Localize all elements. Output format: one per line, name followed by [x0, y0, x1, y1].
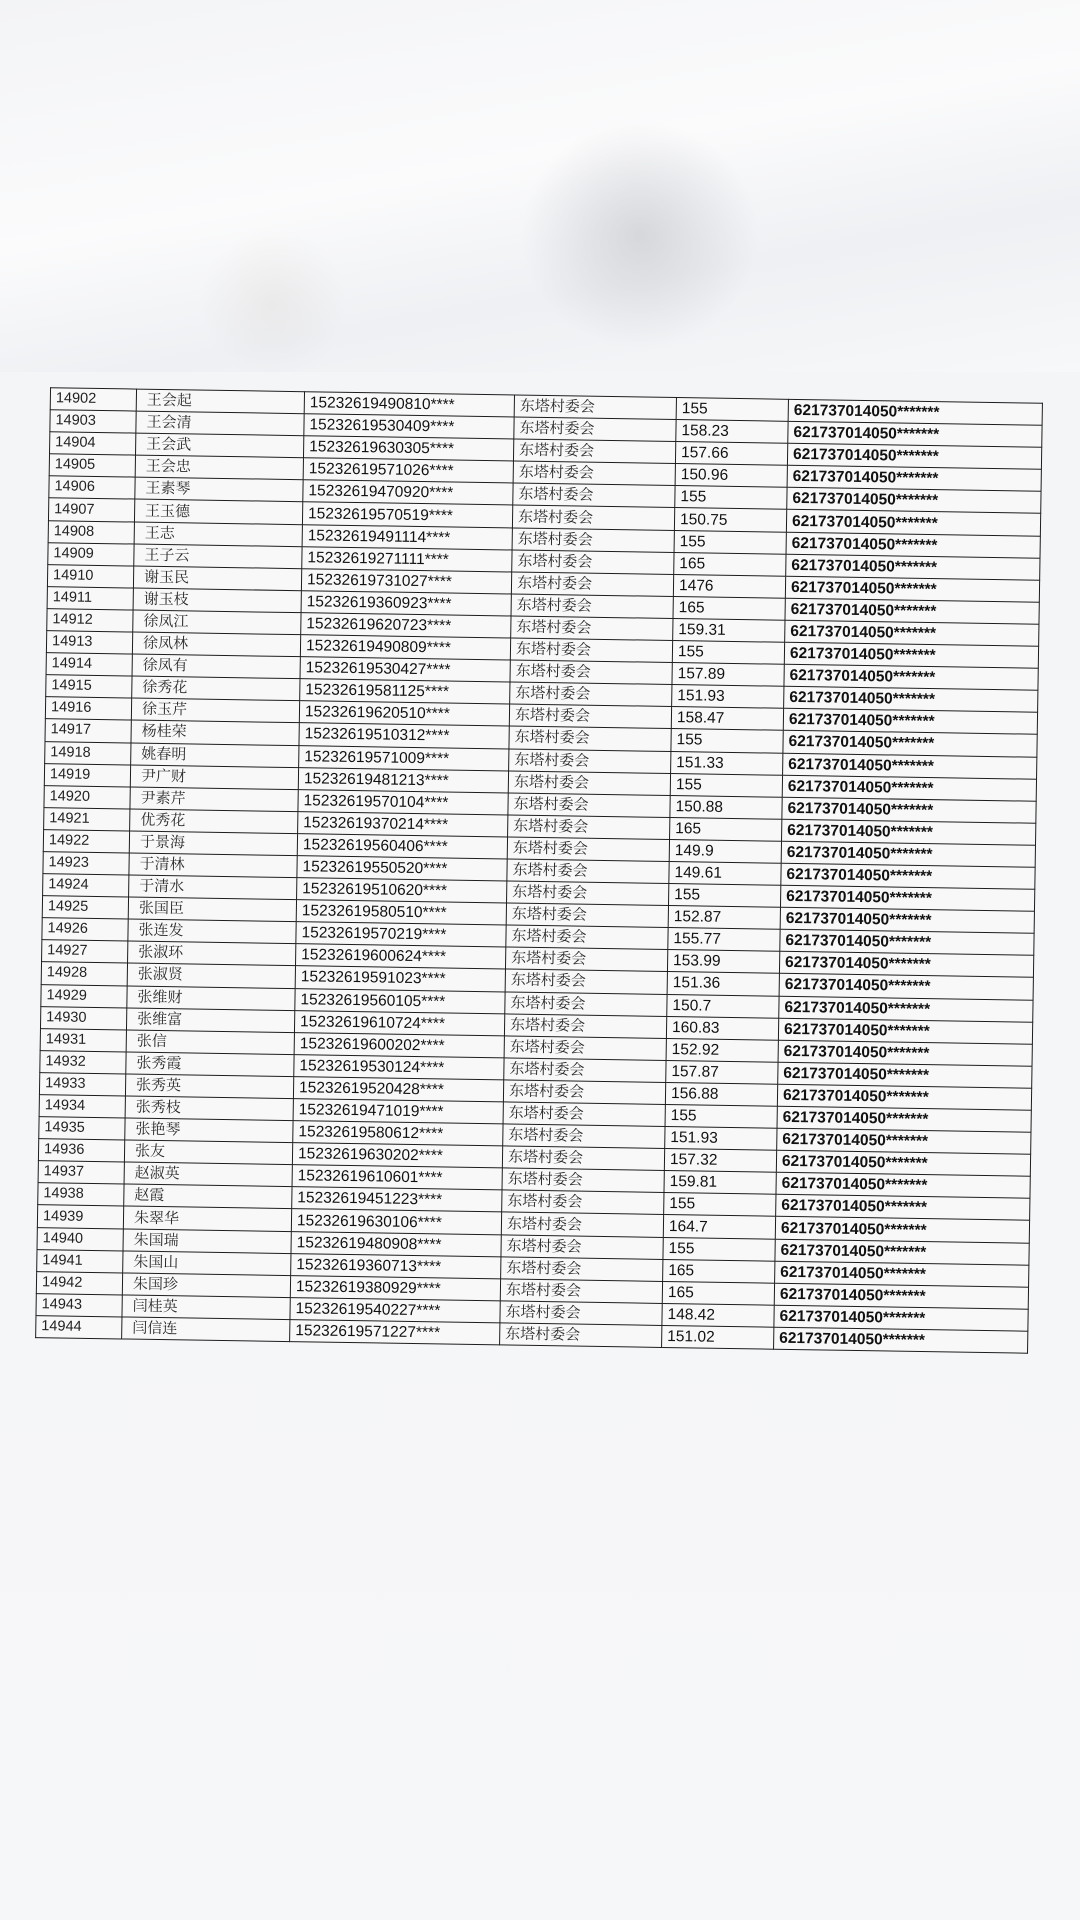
amount-cell: 152.87 — [668, 906, 780, 930]
id-number-cell: 15232619610601**** — [292, 1165, 502, 1190]
id-number-cell: 15232619630202**** — [292, 1143, 502, 1168]
row-number-cell: 14940 — [37, 1227, 123, 1250]
id-number-cell: 15232619530124**** — [294, 1054, 504, 1079]
village-name-cell: 东塔村委会 — [504, 1036, 666, 1061]
id-number-cell: 15232619560105**** — [295, 988, 505, 1013]
village-name-cell: 东塔村委会 — [509, 726, 671, 751]
village-name-cell: 东塔村委会 — [504, 1058, 666, 1083]
amount-cell: 155 — [664, 1193, 776, 1217]
village-name-cell: 东塔村委会 — [505, 947, 667, 972]
id-number-cell: 15232619571227**** — [290, 1320, 500, 1345]
account-number-cell: 621737014050******* — [782, 819, 1036, 845]
row-number-cell: 14903 — [50, 410, 136, 433]
account-number-cell: 621737014050******* — [774, 1283, 1028, 1309]
id-number-cell: 15232619620510**** — [299, 701, 509, 726]
amount-cell: 150.88 — [670, 795, 782, 819]
person-name-cell: 张连发 — [128, 919, 296, 944]
village-name-cell: 东塔村委会 — [505, 969, 667, 994]
amount-cell: 148.42 — [662, 1303, 774, 1327]
amount-cell: 158.23 — [676, 420, 788, 444]
amount-cell: 155 — [665, 1104, 777, 1128]
person-name-cell: 王会清 — [136, 411, 304, 436]
account-number-cell: 621737014050******* — [778, 1018, 1032, 1044]
account-number-cell: 621737014050******* — [778, 1040, 1032, 1066]
account-number-cell: 621737014050******* — [785, 576, 1039, 602]
village-name-cell: 东塔村委会 — [507, 859, 669, 884]
village-name-cell: 东塔村委会 — [510, 638, 672, 663]
person-name-cell: 姚春明 — [131, 743, 299, 768]
village-name-cell: 东塔村委会 — [513, 461, 675, 486]
person-name-cell: 尹素芹 — [130, 787, 298, 812]
amount-cell: 157.32 — [664, 1149, 776, 1173]
row-number-cell: 14931 — [40, 1028, 126, 1051]
amount-cell: 150.7 — [667, 994, 779, 1018]
row-number-cell: 14920 — [44, 785, 130, 808]
account-number-cell: 621737014050******* — [787, 443, 1041, 469]
subsidy-table-wrapper — [35, 387, 1042, 1353]
village-name-cell: 东塔村委会 — [506, 925, 668, 950]
village-name-cell: 东塔村委会 — [512, 528, 674, 553]
account-number-cell: 621737014050******* — [786, 510, 1040, 536]
village-name-cell: 东塔村委会 — [511, 572, 673, 597]
account-number-cell: 621737014050******* — [781, 863, 1035, 889]
amount-cell: 149.61 — [669, 861, 781, 885]
person-name-cell: 优秀花 — [130, 809, 298, 834]
person-name-cell: 于景海 — [129, 831, 297, 856]
faint-stamp-mark — [198, 228, 348, 378]
row-number-cell: 14912 — [47, 609, 133, 632]
account-number-cell: 621737014050******* — [775, 1239, 1029, 1265]
person-name-cell: 王子云 — [134, 544, 302, 569]
amount-cell: 158.47 — [671, 707, 783, 731]
id-number-cell: 15232619480908**** — [291, 1231, 501, 1256]
village-name-cell: 东塔村委会 — [511, 616, 673, 641]
village-name-cell: 东塔村委会 — [501, 1257, 663, 1282]
account-number-cell: 621737014050******* — [779, 952, 1033, 978]
account-number-cell: 621737014050******* — [787, 488, 1041, 514]
amount-cell: 151.33 — [671, 751, 783, 775]
amount-cell: 151.93 — [672, 685, 784, 709]
id-number-cell: 15232619570219**** — [296, 922, 506, 947]
village-name-cell: 东塔村委会 — [513, 483, 675, 508]
row-number-cell: 14924 — [43, 874, 129, 897]
row-number-cell: 14927 — [42, 940, 128, 963]
amount-cell: 155 — [674, 530, 786, 554]
account-number-cell: 621737014050******* — [774, 1305, 1028, 1331]
id-number-cell: 15232619530409**** — [304, 414, 514, 439]
amount-cell: 165 — [673, 596, 785, 620]
village-name-cell: 东塔村委会 — [503, 1102, 665, 1127]
id-number-cell: 15232619570104**** — [298, 789, 508, 814]
account-number-cell: 621737014050******* — [784, 664, 1038, 690]
village-name-cell: 东塔村委会 — [502, 1168, 664, 1193]
village-name-cell: 东塔村委会 — [513, 439, 675, 464]
row-number-cell: 14922 — [43, 830, 129, 853]
person-name-cell: 张信 — [126, 1030, 294, 1055]
village-name-cell: 东塔村委会 — [501, 1234, 663, 1259]
account-number-cell: 621737014050******* — [785, 620, 1039, 646]
village-name-cell: 东塔村委会 — [507, 881, 669, 906]
person-name-cell: 王会起 — [136, 389, 304, 414]
amount-cell: 159.31 — [673, 618, 785, 642]
row-number-cell: 14919 — [44, 763, 130, 786]
amount-cell: 165 — [662, 1281, 774, 1305]
row-number-cell: 14932 — [40, 1050, 126, 1073]
amount-cell: 157.89 — [672, 663, 784, 687]
id-number-cell: 15232619580612**** — [293, 1121, 503, 1146]
id-number-cell: 15232619470920**** — [303, 480, 513, 505]
account-number-cell: 621737014050******* — [785, 598, 1039, 624]
row-number-cell: 14933 — [39, 1073, 125, 1096]
village-name-cell: 东塔村委会 — [514, 395, 676, 420]
account-number-cell: 621737014050******* — [782, 775, 1036, 801]
person-name-cell: 谢玉枝 — [133, 588, 301, 613]
row-number-cell: 14904 — [50, 432, 136, 455]
person-name-cell: 徐凤林 — [132, 632, 300, 657]
person-name-cell: 王志 — [134, 522, 302, 547]
id-number-cell: 15232619630305**** — [303, 436, 513, 461]
account-number-cell: 621737014050******* — [779, 974, 1033, 1000]
row-number-cell: 14929 — [41, 984, 127, 1007]
id-number-cell: 15232619600202**** — [294, 1032, 504, 1057]
person-name-cell: 赵霞 — [124, 1184, 292, 1209]
folded-top-page — [0, 0, 1080, 373]
row-number-cell: 14913 — [46, 631, 132, 654]
row-number-cell: 14923 — [43, 852, 129, 875]
id-number-cell: 15232619360923**** — [301, 591, 511, 616]
account-number-cell: 621737014050******* — [784, 642, 1038, 668]
account-number-cell: 621737014050******* — [779, 996, 1033, 1022]
row-number-cell: 14937 — [38, 1161, 124, 1184]
id-number-cell: 15232619360713**** — [291, 1253, 501, 1278]
id-number-cell: 15232619491114**** — [302, 524, 512, 549]
village-name-cell: 东塔村委会 — [510, 660, 672, 685]
account-number-cell: 621737014050******* — [780, 885, 1034, 911]
account-number-cell: 621737014050******* — [777, 1084, 1031, 1110]
amount-cell: 156.88 — [665, 1082, 777, 1106]
amount-cell: 155 — [671, 729, 783, 753]
account-number-cell: 621737014050******* — [788, 421, 1042, 447]
subsidy-table — [35, 387, 1043, 1354]
account-number-cell: 621737014050******* — [786, 532, 1040, 558]
village-name-cell: 东塔村委会 — [509, 704, 671, 729]
village-name-cell: 东塔村委会 — [512, 505, 674, 530]
account-number-cell: 621737014050******* — [776, 1172, 1030, 1198]
person-name-cell: 徐凤有 — [132, 654, 300, 679]
account-number-cell: 621737014050******* — [775, 1217, 1029, 1243]
person-name-cell: 王素琴 — [135, 477, 303, 502]
person-name-cell: 张艳琴 — [125, 1118, 293, 1143]
person-name-cell: 朱翠华 — [123, 1206, 291, 1231]
row-number-cell: 14934 — [39, 1095, 125, 1118]
amount-cell: 155 — [663, 1237, 775, 1261]
person-name-cell: 张淑环 — [128, 941, 296, 966]
village-name-cell: 东塔村委会 — [514, 417, 676, 442]
account-number-cell: 621737014050******* — [776, 1150, 1030, 1176]
person-name-cell: 尹广财 — [130, 765, 298, 790]
person-name-cell: 张淑贤 — [127, 963, 295, 988]
amount-cell: 165 — [663, 1259, 775, 1283]
account-number-cell: 621737014050******* — [782, 797, 1036, 823]
row-number-cell: 14935 — [39, 1117, 125, 1140]
village-name-cell: 东塔村委会 — [512, 550, 674, 575]
person-name-cell: 张秀霞 — [126, 1052, 294, 1077]
id-number-cell: 15232619471019**** — [293, 1099, 503, 1124]
id-number-cell: 15232619630106**** — [291, 1209, 501, 1234]
row-number-cell: 14941 — [37, 1249, 123, 1272]
amount-cell: 155.77 — [668, 928, 780, 952]
account-number-cell: 621737014050******* — [787, 466, 1041, 492]
village-name-cell: 东塔村委会 — [500, 1279, 662, 1304]
village-name-cell: 东塔村委会 — [506, 903, 668, 928]
village-name-cell: 东塔村委会 — [510, 682, 672, 707]
amount-cell: 152.92 — [666, 1038, 778, 1062]
id-number-cell: 15232619540227**** — [290, 1297, 500, 1322]
row-number-cell: 14938 — [38, 1183, 124, 1206]
table-body — [36, 388, 1043, 1353]
person-name-cell: 徐凤江 — [133, 610, 301, 635]
village-name-cell: 东塔村委会 — [505, 991, 667, 1016]
account-number-cell: 621737014050******* — [774, 1327, 1028, 1353]
amount-cell: 151.36 — [667, 972, 779, 996]
account-number-cell: 621737014050******* — [781, 841, 1035, 867]
person-name-cell: 张国臣 — [128, 897, 296, 922]
amount-cell: 165 — [670, 817, 782, 841]
row-number-cell: 14914 — [46, 653, 132, 676]
row-number-cell: 14939 — [37, 1205, 123, 1228]
amount-cell: 155 — [675, 486, 787, 510]
account-number-cell: 621737014050******* — [777, 1106, 1031, 1132]
id-number-cell: 15232619481213**** — [298, 767, 508, 792]
row-number-cell: 14936 — [38, 1139, 124, 1162]
village-name-cell: 东塔村委会 — [502, 1190, 664, 1215]
amount-cell: 155 — [670, 773, 782, 797]
amount-cell: 151.02 — [662, 1325, 774, 1349]
village-name-cell: 东塔村委会 — [509, 748, 671, 773]
village-name-cell: 东塔村委会 — [502, 1146, 664, 1171]
person-name-cell: 朱国瑞 — [123, 1229, 291, 1254]
row-number-cell: 14930 — [40, 1006, 126, 1029]
amount-cell: 157.66 — [675, 442, 787, 466]
village-name-cell: 东塔村委会 — [508, 771, 670, 796]
person-name-cell: 朱国珍 — [122, 1273, 290, 1298]
village-name-cell: 东塔村委会 — [504, 1014, 666, 1039]
id-number-cell: 15232619571009**** — [299, 745, 509, 770]
village-name-cell: 东塔村委会 — [503, 1124, 665, 1149]
person-name-cell: 徐玉芹 — [131, 698, 299, 723]
id-number-cell: 15232619580510**** — [296, 900, 506, 925]
person-name-cell: 徐秀花 — [132, 676, 300, 701]
id-number-cell: 15232619560406**** — [297, 834, 507, 859]
row-number-cell: 14906 — [49, 476, 135, 499]
account-number-cell: 621737014050******* — [783, 731, 1037, 757]
id-number-cell: 15232619550520**** — [297, 856, 507, 881]
person-name-cell: 张秀英 — [125, 1074, 293, 1099]
amount-cell: 155 — [676, 398, 788, 422]
id-number-cell: 15232619380929**** — [290, 1275, 500, 1300]
village-name-cell: 东塔村委会 — [508, 793, 670, 818]
row-number-cell: 14943 — [36, 1293, 122, 1316]
id-number-cell: 15232619510620**** — [297, 878, 507, 903]
id-number-cell: 15232619520428**** — [293, 1077, 503, 1102]
amount-cell: 149.9 — [669, 839, 781, 863]
row-number-cell: 14905 — [49, 454, 135, 477]
person-name-cell: 张维富 — [126, 1008, 294, 1033]
person-name-cell: 朱国山 — [123, 1251, 291, 1276]
account-number-cell: 621737014050******* — [776, 1195, 1030, 1221]
person-name-cell: 闫桂英 — [122, 1295, 290, 1320]
account-number-cell: 621737014050******* — [783, 753, 1037, 779]
row-number-cell: 14944 — [36, 1316, 122, 1339]
village-name-cell: 东塔村委会 — [501, 1212, 663, 1237]
person-name-cell: 张友 — [124, 1140, 292, 1165]
account-number-cell: 621737014050******* — [784, 686, 1038, 712]
row-number-cell: 14942 — [36, 1271, 122, 1294]
paper-fold-shadow — [520, 120, 760, 350]
row-number-cell: 14925 — [42, 896, 128, 919]
amount-cell: 159.81 — [664, 1171, 776, 1195]
id-number-cell: 15232619571026**** — [303, 458, 513, 483]
amount-cell: 165 — [674, 552, 786, 576]
account-number-cell: 621737014050******* — [786, 554, 1040, 580]
person-name-cell: 王会忠 — [135, 455, 303, 480]
village-name-cell: 东塔村委会 — [508, 815, 670, 840]
amount-cell: 1476 — [673, 574, 785, 598]
amount-cell: 157.87 — [666, 1060, 778, 1084]
id-number-cell: 15232619570519**** — [302, 502, 512, 527]
id-number-cell: 15232619600624**** — [295, 944, 505, 969]
row-number-cell: 14917 — [45, 719, 131, 742]
row-number-cell: 14926 — [42, 918, 128, 941]
id-number-cell: 15232619620723**** — [301, 613, 511, 638]
id-number-cell: 15232619490809**** — [300, 635, 510, 660]
id-number-cell: 15232619610724**** — [294, 1010, 504, 1035]
row-number-cell: 14911 — [47, 587, 133, 610]
amount-cell: 150.96 — [675, 464, 787, 488]
village-name-cell: 东塔村委会 — [500, 1323, 662, 1348]
amount-cell: 151.93 — [665, 1127, 777, 1151]
person-name-cell: 王玉德 — [134, 500, 302, 525]
row-number-cell: 14902 — [50, 388, 136, 411]
account-number-cell: 621737014050******* — [783, 709, 1037, 735]
amount-cell: 164.7 — [663, 1215, 775, 1239]
id-number-cell: 15232619451223**** — [292, 1187, 502, 1212]
id-number-cell: 15232619510312**** — [299, 723, 509, 748]
village-name-cell: 东塔村委会 — [503, 1080, 665, 1105]
id-number-cell: 15232619731027**** — [301, 568, 511, 593]
id-number-cell: 15232619530427**** — [300, 657, 510, 682]
person-name-cell: 赵淑英 — [124, 1162, 292, 1187]
account-number-cell: 621737014050******* — [777, 1128, 1031, 1154]
row-number-cell: 14910 — [47, 564, 133, 587]
amount-cell: 155 — [668, 884, 780, 908]
row-number-cell: 14918 — [45, 741, 131, 764]
person-name-cell: 谢玉民 — [133, 566, 301, 591]
id-number-cell: 15232619271111**** — [302, 546, 512, 571]
village-name-cell: 东塔村委会 — [500, 1301, 662, 1326]
person-name-cell: 于清水 — [129, 875, 297, 900]
row-number-cell: 14907 — [48, 498, 134, 521]
person-name-cell: 于清林 — [129, 853, 297, 878]
person-name-cell: 闫信连 — [122, 1317, 290, 1342]
row-number-cell: 14916 — [45, 697, 131, 720]
id-number-cell: 15232619591023**** — [295, 966, 505, 991]
amount-cell: 160.83 — [666, 1016, 778, 1040]
id-number-cell: 15232619370214**** — [298, 811, 508, 836]
row-number-cell: 14915 — [46, 675, 132, 698]
amount-cell: 150.75 — [674, 508, 786, 532]
row-number-cell: 14909 — [48, 542, 134, 565]
account-number-cell: 621737014050******* — [775, 1261, 1029, 1287]
village-name-cell: 东塔村委会 — [511, 594, 673, 619]
account-number-cell: 621737014050******* — [780, 907, 1034, 933]
row-number-cell: 14928 — [41, 962, 127, 985]
amount-cell: 153.99 — [667, 950, 779, 974]
village-name-cell: 东塔村委会 — [507, 837, 669, 862]
account-number-cell: 621737014050******* — [780, 929, 1034, 955]
amount-cell: 155 — [672, 641, 784, 665]
person-name-cell: 张维财 — [127, 986, 295, 1011]
id-number-cell: 15232619490810**** — [304, 392, 514, 417]
account-number-cell: 621737014050******* — [788, 399, 1042, 425]
row-number-cell: 14921 — [44, 807, 130, 830]
row-number-cell: 14908 — [48, 520, 134, 543]
person-name-cell: 王会武 — [136, 433, 304, 458]
account-number-cell: 621737014050******* — [778, 1062, 1032, 1088]
id-number-cell: 15232619581125**** — [300, 679, 510, 704]
person-name-cell: 杨桂荣 — [131, 720, 299, 745]
person-name-cell: 张秀枝 — [125, 1096, 293, 1121]
